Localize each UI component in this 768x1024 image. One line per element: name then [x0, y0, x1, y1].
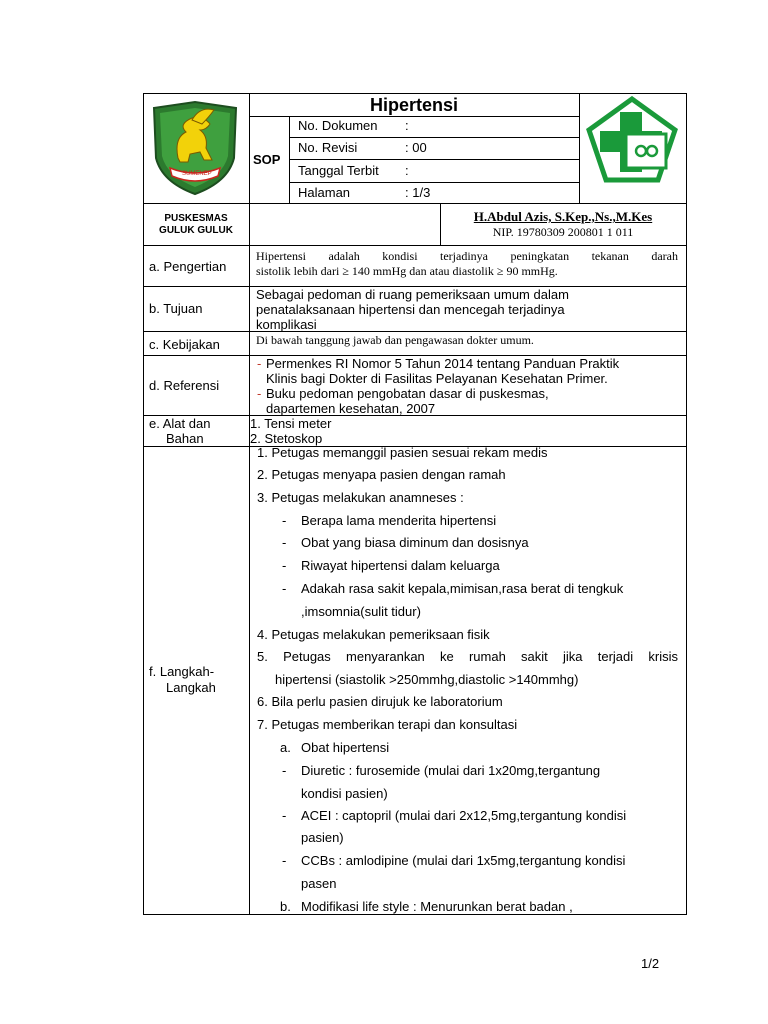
label-kebijakan: c. Kebijakan [149, 337, 220, 352]
step-line: kondisi pasien) [301, 786, 388, 801]
referensi-item-1-line1: Permenkes RI Nomor 5 Tahun 2014 tentang Panduan Praktik [266, 356, 620, 371]
meta-label: No. Dokumen [298, 118, 378, 133]
document-title: Hipertensi [369, 95, 459, 115]
signer-name: H.Abdul Azis, S.Kep.,Ns.,M.Kes [473, 209, 653, 224]
step-line: Adakah rasa sakit kepala,mimisan,rasa berat di tengkuk [301, 581, 624, 596]
label-langkah-line1: f. Langkah- [149, 664, 215, 679]
step-line: 2. Petugas menyapa pasien dengan ramah [257, 467, 506, 482]
step-line: ,imsomnia(sulit tidur) [301, 604, 421, 619]
step-line: ACEI : captopril (mulai dari 2x12,5mg,tergantung kondisi [301, 808, 627, 823]
step-bullet: - [282, 853, 287, 868]
tujuan-line-1: Sebagai pedoman di ruang pemeriksaan umum dalam [256, 287, 569, 302]
page-number: 1/2 [641, 956, 660, 971]
tujuan-line-3: komplikasi [256, 317, 317, 332]
step-bullet: - [282, 763, 287, 778]
meta-label: Tanggal Terbit [298, 163, 379, 178]
step-bullet: - [282, 581, 287, 596]
meta-value: : 1/3 [405, 185, 431, 200]
org-name [143, 213, 249, 237]
alat-item: 2. Stetoskop [250, 431, 323, 446]
referensi-item-1-line2: Klinis bagi Dokter di Fasilitas Pelayanan Kesehatan Primer. [266, 371, 608, 386]
pengertian-line-2: sistolik lebih dari ≥ 140 mmHg dan atau diastolik ≥ 90 mmHg. [256, 264, 558, 278]
step-line: 5. Petugas menyarankan ke rumah sakit jika terjadi krisis [257, 649, 678, 664]
step-line: 4. Petugas melakukan pemeriksaan fisik [257, 627, 490, 642]
tujuan-line-2: penatalaksanaan hipertensi dan mencegah terjadinya [256, 302, 565, 317]
kebijakan-text: Di bawah tanggung jawab dan pengawasan dokter umum. [256, 333, 534, 347]
step-line: pasien) [301, 830, 344, 845]
step-line: 3. Petugas melakukan anamneses : [257, 490, 464, 505]
step-bullet: a. [280, 740, 291, 755]
referensi-bullet: - [257, 386, 262, 401]
logo-banner-text: SUMENEP [182, 171, 212, 177]
puskesmas-logo [586, 96, 678, 184]
step-line: hipertensi (siastolik >250mmhg,diastolic >140mmhg) [275, 672, 579, 687]
label-referensi: d. Referensi [149, 378, 220, 393]
org-name-line1: PUSKESMAS [164, 213, 228, 224]
step-bullet: - [282, 513, 287, 528]
step-line: Diuretic : furosemide (mulai dari 1x20mg,tergantung [301, 763, 601, 778]
label-pengertian: a. Pengertian [149, 259, 227, 274]
step-bullet: - [282, 558, 287, 573]
step-line: 6. Bila perlu pasien dirujuk ke laboratorium [257, 694, 503, 709]
meta-label: No. Revisi [298, 140, 358, 155]
step-line: Riwayat hipertensi dalam keluarga [301, 558, 500, 573]
step-line: 7. Petugas memberikan terapi dan konsultasi [257, 717, 518, 732]
alat-item: 1. Tensi meter [250, 416, 332, 431]
meta-value: : 00 [405, 140, 427, 155]
label-tujuan: b. Tujuan [149, 301, 203, 316]
step-bullet: b. [280, 899, 291, 914]
referensi-item-2-line1: Buku pedoman pengobatan dasar di puskesmas, [266, 386, 549, 401]
label-alat-line1: e. Alat dan [149, 416, 211, 431]
referensi-bullet: - [257, 356, 262, 371]
step-line: pasen [301, 876, 337, 891]
district-logo [148, 98, 242, 198]
step-bullet: - [282, 808, 287, 823]
step-line: Berapa lama menderita hipertensi [301, 513, 497, 528]
label-alat-line2: Bahan [166, 431, 204, 446]
step-line: Obat hipertensi [301, 740, 390, 755]
step-line: 1. Petugas memanggil pasien sesuai rekam medis [257, 445, 548, 460]
pengertian-line-1: Hipertensi adalah kondisi terjadinya peningkatan tekanan darah [256, 249, 678, 263]
meta-label: Halaman [298, 185, 351, 200]
referensi-item-2-line2: dapartemen kesehatan, 2007 [266, 401, 436, 416]
step-line: CCBs : amlodipine (mulai dari 1x5mg,tergantung kondisi [301, 853, 626, 868]
org-name-line2: GULUK GULUK [159, 225, 233, 236]
label-langkah-line2: Langkah [166, 680, 216, 695]
meta-value: : [405, 163, 409, 178]
sop-label: SOP [253, 152, 281, 167]
step-line: Obat yang biasa diminum dan dosisnya [301, 535, 529, 550]
step-line: Modifikasi life style : Menurunkan berat badan , [301, 899, 573, 914]
meta-value: : [405, 118, 409, 133]
signer-nip: NIP. 19780309 200801 1 011 [492, 225, 634, 239]
step-bullet: - [282, 535, 287, 550]
